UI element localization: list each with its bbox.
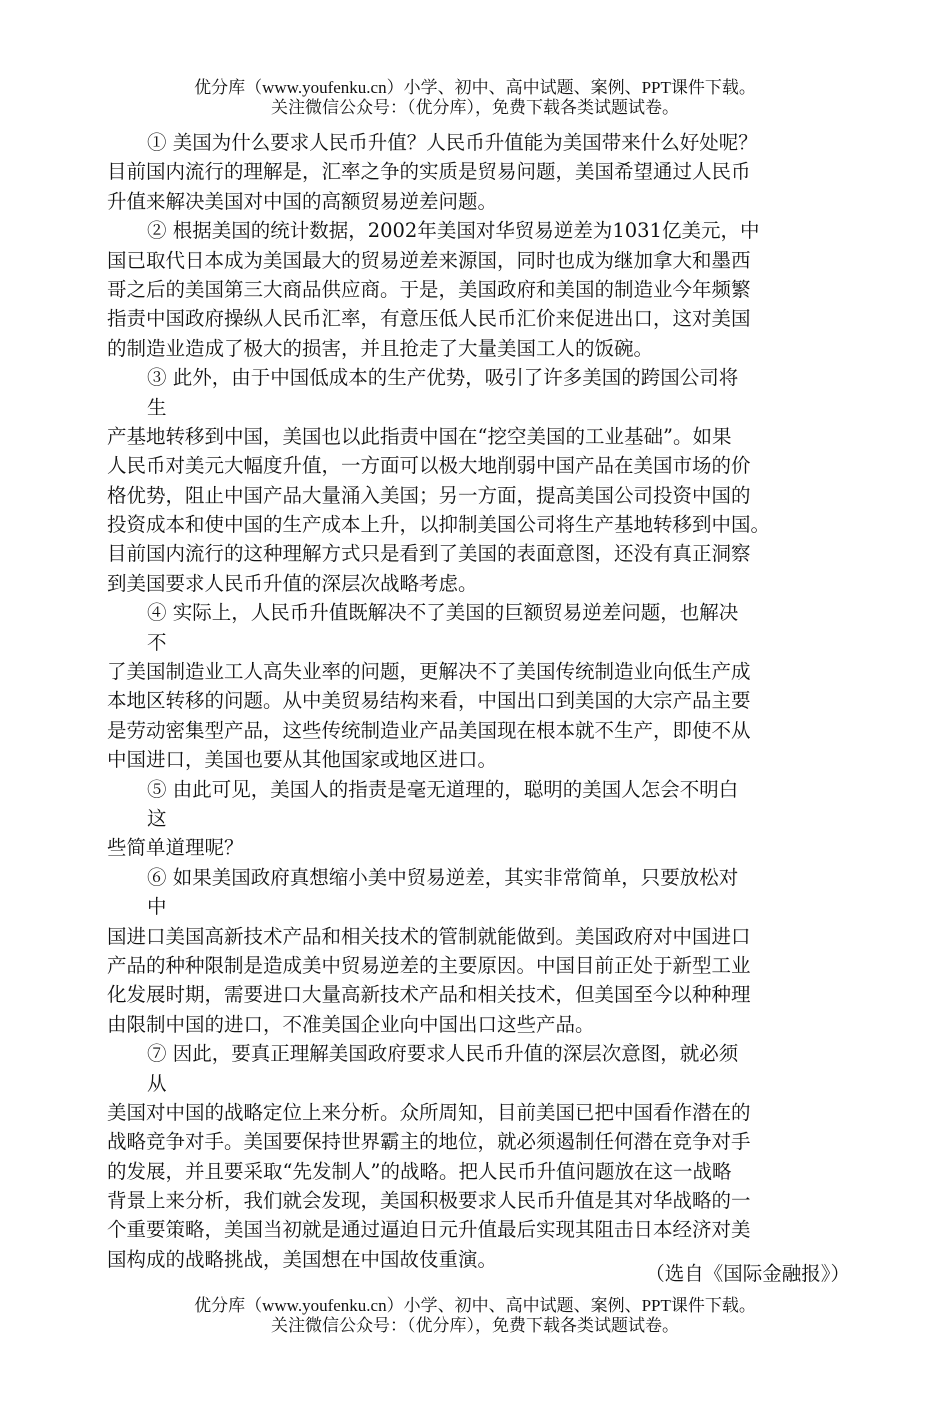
paragraph-3-line: 投资成本和使中国的生产成本上升，以抑制美国公司将生产基地转移到中国。 xyxy=(107,513,771,537)
paragraph-6-line: 产品的种种限制是造成美中贸易逆差的主要原因。中国目前正处于新型工业 xyxy=(107,953,751,977)
paragraph-2-line: 的制造业造成了极大的损害，并且抢走了大量美国工人的饭碗。 xyxy=(107,336,654,360)
paragraph-3-line: 到美国要求人民币升值的深层次战略考虑。 xyxy=(107,571,478,595)
paragraph-4-line: 不 xyxy=(147,630,167,654)
paragraph-2-line: ② 根据美国的统计数据，2002年美国对华贸易逆差为1031亿美元，中 xyxy=(147,219,760,243)
paragraph-4-line: 中国进口，美国也要从其他国家或地区进口。 xyxy=(107,748,498,772)
paragraph-7-line: 个重要策略，美国当初就是通过逼迫日元升值最后实现其阻击日本经济对美 xyxy=(107,1218,751,1242)
paragraph-3-line: ③ 此外，由于中国低成本的生产优势，吸引了许多美国的跨国公司将 xyxy=(147,366,739,390)
paragraph-4-line: ④ 实际上，人民币升值既解决不了美国的巨额贸易逆差问题，也解决 xyxy=(147,601,739,625)
paragraph-6-line: 化发展时期，需要进口大量高新技术产品和相关技术，但美国至今以种种理 xyxy=(107,983,751,1007)
paragraph-6-line: 由限制中国的进口，不准美国企业向中国出口这些产品。 xyxy=(107,1012,595,1036)
paragraph-4-line: 是劳动密集型产品，这些传统制造业产品美国现在根本就不生产，即使不从 xyxy=(107,718,751,742)
page-header xyxy=(0,78,950,118)
header-line-1: 优分库（www.youfenku.cn）小学、初中、高中试题、案例、PPT课件下载。 xyxy=(194,78,756,97)
paragraph-3-line: 目前国内流行的这种理解方式只是看到了美国的表面意图，还没有真正洞察 xyxy=(107,542,751,566)
paragraph-3-line: 生 xyxy=(147,395,167,419)
paragraph-1-line: 升值来解决美国对中国的高额贸易逆差问题。 xyxy=(107,189,498,213)
paragraph-3-line: 产基地转移到中国，美国也以此指责中国在“挖空美国的工业基础”。如果 xyxy=(107,424,732,448)
paragraph-7-line: 从 xyxy=(147,1071,167,1095)
page-footer xyxy=(0,1296,950,1336)
paragraph-4-line: 本地区转移的问题。从中美贸易结构来看，中国出口到美国的大宗产品主要 xyxy=(107,689,751,713)
paragraph-7-line: 的发展，并且要采取“先发制人”的战略。把人民币升值问题放在这一战略 xyxy=(107,1159,732,1183)
footer-line-1: 优分库（www.youfenku.cn）小学、初中、高中试题、案例、PPT课件下载。 xyxy=(194,1296,756,1315)
paragraph-6-line: 中 xyxy=(147,895,167,919)
footer-line-2: 关注微信公众号：（优分库），免费下载各类试题试卷。 xyxy=(271,1316,679,1335)
paragraph-5-line: 些简单道理呢？ xyxy=(107,836,244,860)
paragraph-3-line: 格优势，阻止中国产品大量涌入美国；另一方面，提高美国公司投资中国的 xyxy=(107,483,751,507)
paragraph-2-line: 指责中国政府操纵人民币汇率，有意压低人民币汇价来促进出口，这对美国 xyxy=(107,307,751,331)
paragraph-7-line: ⑦ 因此，要真正理解美国政府要求人民币升值的深层次意图，就必须 xyxy=(147,1042,739,1066)
paragraph-4-line: 了美国制造业工人高失业率的问题，更解决不了美国传统制造业向低生产成 xyxy=(107,660,751,684)
paragraph-1-line: ① 美国为什么要求人民币升值？人民币升值能为美国带来什么好处呢？ xyxy=(147,131,758,154)
paragraph-7-line: 背景上来分析，我们就会发现，美国积极要求人民币升值是其对华战略的一 xyxy=(107,1189,751,1213)
article-body xyxy=(107,128,852,1274)
paragraph-3-line: 人民币对美元大幅度升值，一方面可以极大地削弱中国产品在美国市场的价 xyxy=(107,454,751,478)
paragraph-7-line: 战略竞争对手。美国要保持世界霸主的地位，就必须遏制任何潜在竞争对手 xyxy=(107,1130,751,1154)
paragraph-2-line: 哥之后的美国第三大商品供应商。于是，美国政府和美国的制造业今年频繁 xyxy=(107,277,751,301)
header-line-2: 关注微信公众号：（优分库），免费下载各类试题试卷。 xyxy=(271,98,679,117)
article-source: （选自《国际金融报》） xyxy=(645,1262,850,1285)
paragraph-6-line: ⑥ 如果美国政府真想缩小美中贸易逆差，其实非常简单，只要放松对 xyxy=(147,865,739,889)
paragraph-7-line: 美国对中国的战略定位上来分析。众所周知，目前美国已把中国看作潜在的 xyxy=(107,1100,751,1124)
paragraph-5-line: ⑤ 由此可见，美国人的指责是毫无道理的，聪明的美国人怎会不明白 xyxy=(147,777,739,801)
paragraph-7-line: 国构成的战略挑战，美国想在中国故伎重演。 xyxy=(107,1247,498,1271)
paragraph-5-line: 这 xyxy=(147,806,167,830)
paragraph-2-line: 国已取代日本成为美国最大的贸易逆差来源国，同时也成为继加拿大和墨西 xyxy=(107,248,751,272)
paragraph-1-line: 目前国内流行的理解是，汇率之争的实质是贸易问题，美国希望通过人民币 xyxy=(107,160,751,184)
paragraph-6-line: 国进口美国高新技术产品和相关技术的管制就能做到。美国政府对中国进口 xyxy=(107,924,751,948)
